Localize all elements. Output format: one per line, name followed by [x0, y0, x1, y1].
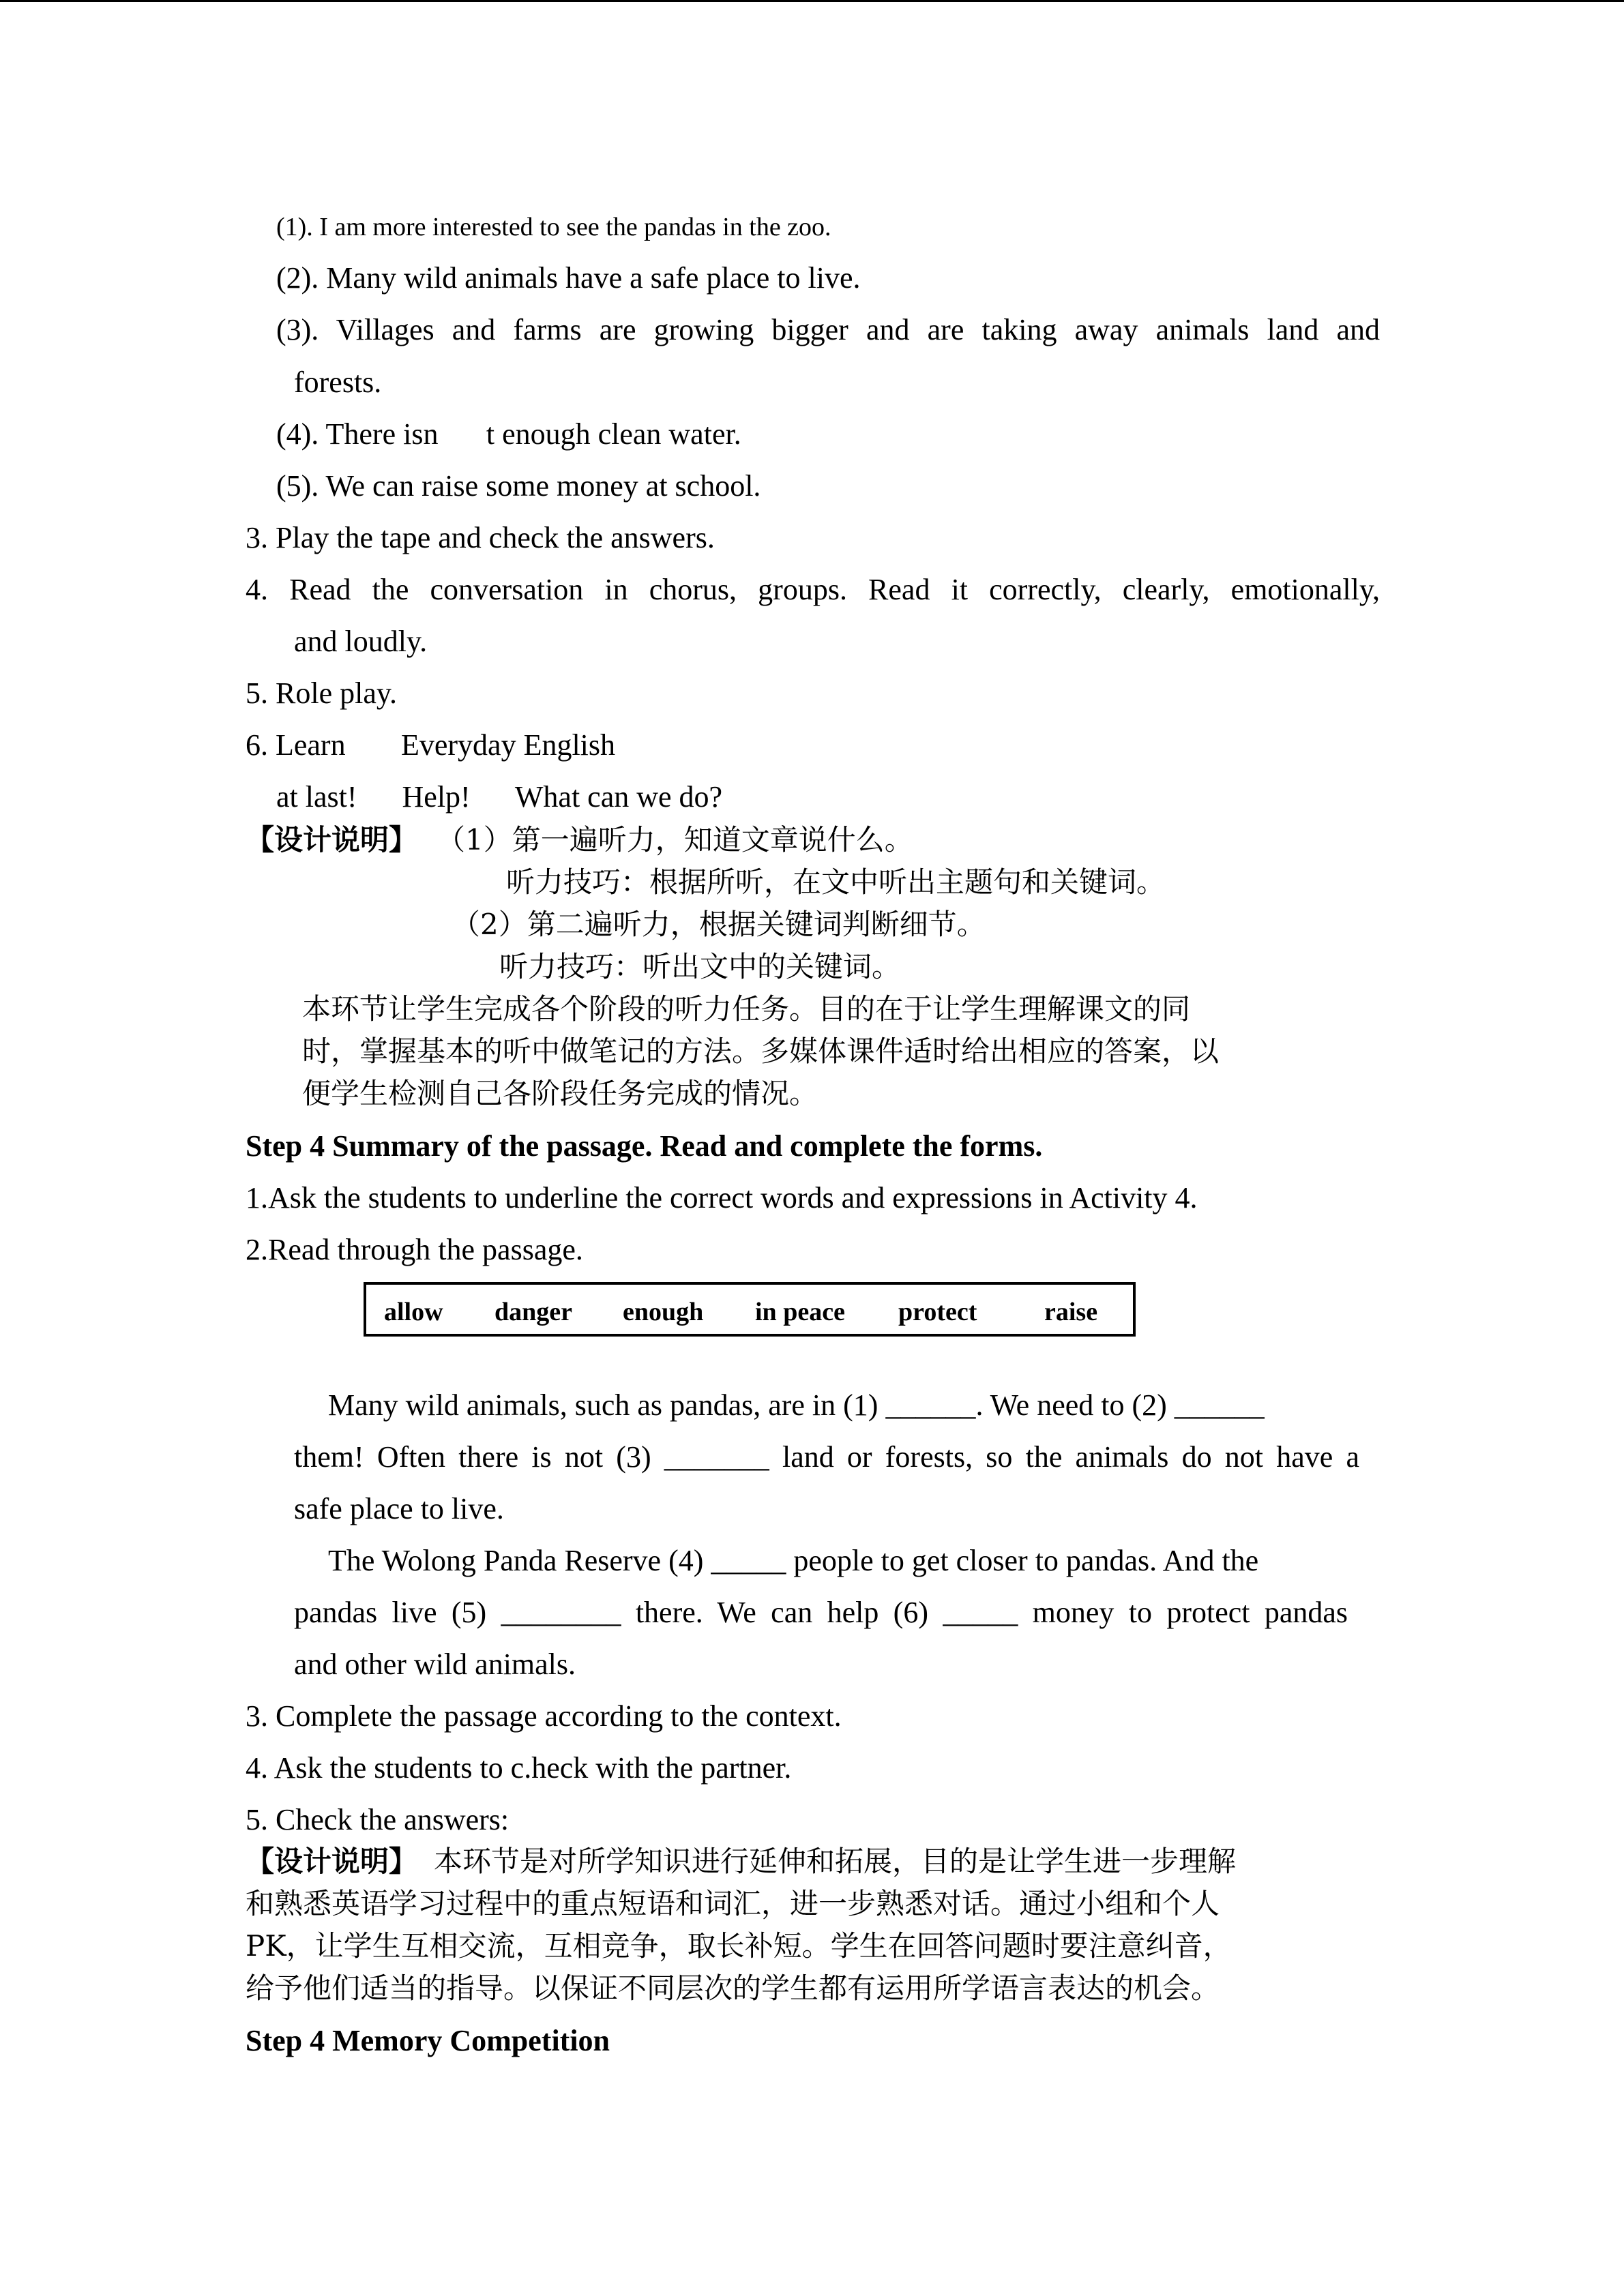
step-item-4-cont: and loudly. — [294, 625, 428, 658]
passage-line-2: them! Often there is not (3) _______ land or forests, so the animals do not have a — [294, 1440, 1359, 1474]
listening-item-3: (3). Villages and farms are growing bigger and are taking away animals land and — [276, 313, 1380, 346]
design-note-1-line1: （1）第一遍听力，知道文章说什么。 — [437, 823, 913, 856]
step4b-item-5: 5. Check the answers: — [246, 1803, 510, 1836]
listening-item-2: (2). Many wild animals have a safe place to live. — [276, 261, 861, 295]
step4b-item-4: 4. Ask the students to c.heck with the partner. — [246, 1751, 792, 1785]
word-bank-word: raise — [1044, 1298, 1098, 1326]
passage-line-3: safe place to live. — [294, 1492, 504, 1525]
design-note-1-line2: 听力技巧：根据所听，在文中听出主题句和关键词。 — [506, 865, 1166, 899]
listening-item-5: (5). We can raise some money at school. — [276, 469, 761, 503]
passage-line-4: The Wolong Panda Reserve (4) _____ people to get closer to pandas. And the — [328, 1544, 1259, 1577]
word-bank-word: enough — [623, 1298, 704, 1326]
step-item-6: 6. Learn Everyday English — [246, 728, 664, 762]
design-note-2-line3: PK，让学生互相交流，互相竞争，取长补短。学生在回答问题时要注意纠音， — [246, 1929, 1232, 1963]
word-bank-word: allow — [384, 1298, 443, 1326]
word-bank-word: in peace — [755, 1298, 845, 1326]
word-bank-word: danger — [494, 1298, 572, 1326]
step4-item-1: 1.Ask the students to underline the correct words and expressions in Activity 4. — [246, 1181, 1198, 1214]
design-note-1-line3: （2）第二遍听力，根据关键词判断细节。 — [452, 908, 986, 941]
everyday-english-phrases: at last! Help! What can we do? — [276, 780, 723, 814]
design-note-1-para-2: 时，掌握基本的听中做笔记的方法。多媒体课件适时给出相应的答案，以 — [302, 1034, 1220, 1068]
design-note-label-2: 【设计说明】 — [246, 1845, 418, 1878]
design-note-1-line4: 听力技巧：听出文中的关键词。 — [499, 950, 901, 983]
step4-summary-heading: Step 4 Summary of the passage. Read and complete the forms. — [246, 1129, 1043, 1163]
step-item-5: 5. Role play. — [246, 676, 397, 710]
listening-item-4: (4). There isnt enough clean water. — [276, 417, 741, 451]
design-note-2-line1: 本环节是对所学知识进行延伸和拓展，目的是让学生进一步理解 — [434, 1845, 1237, 1878]
passage-line-1: Many wild animals, such as pandas, are in (1) ______. We need to (2) ______ — [328, 1388, 1265, 1422]
design-note-2-line2: 和熟悉英语学习过程中的重点短语和词汇，进一步熟悉对话。通过小组和个人 — [246, 1887, 1220, 1920]
design-note-1-para-3: 便学生检测自己各阶段任务完成的情况。 — [302, 1077, 818, 1110]
memory-competition-heading: Step 4 Memory Competition — [246, 2024, 610, 2057]
step4-item-2: 2.Read through the passage. — [246, 1233, 583, 1266]
word-bank-box — [364, 1282, 1136, 1337]
passage-line-6: and other wild animals. — [294, 1648, 576, 1681]
design-note-label-1: 【设计说明】 — [246, 823, 418, 856]
listening-item-1: (1). I am more interested to see the pandas in the zoo. — [276, 213, 831, 241]
page-top-border — [0, 0, 1624, 2]
listening-item-3-cont: forests. — [294, 366, 382, 399]
design-note-2-line4: 给予他们适当的指导。以保证不同层次的学生都有运用所学语言表达的机会。 — [246, 1971, 1220, 2005]
step-item-4: 4. Read the conversation in chorus, groups. Read it correctly, clearly, emotionally, — [246, 573, 1380, 606]
step4b-item-3: 3. Complete the passage according to the context. — [246, 1699, 842, 1733]
passage-line-5: pandas live (5) ________ there. We can help (6) _____ money to protect pandas — [294, 1596, 1348, 1629]
step-item-3: 3. Play the tape and check the answers. — [246, 521, 715, 554]
word-bank-word: protect — [898, 1298, 977, 1326]
design-note-1-para-1: 本环节让学生完成各个阶段的听力任务。目的在于让学生理解课文的同 — [302, 992, 1191, 1026]
